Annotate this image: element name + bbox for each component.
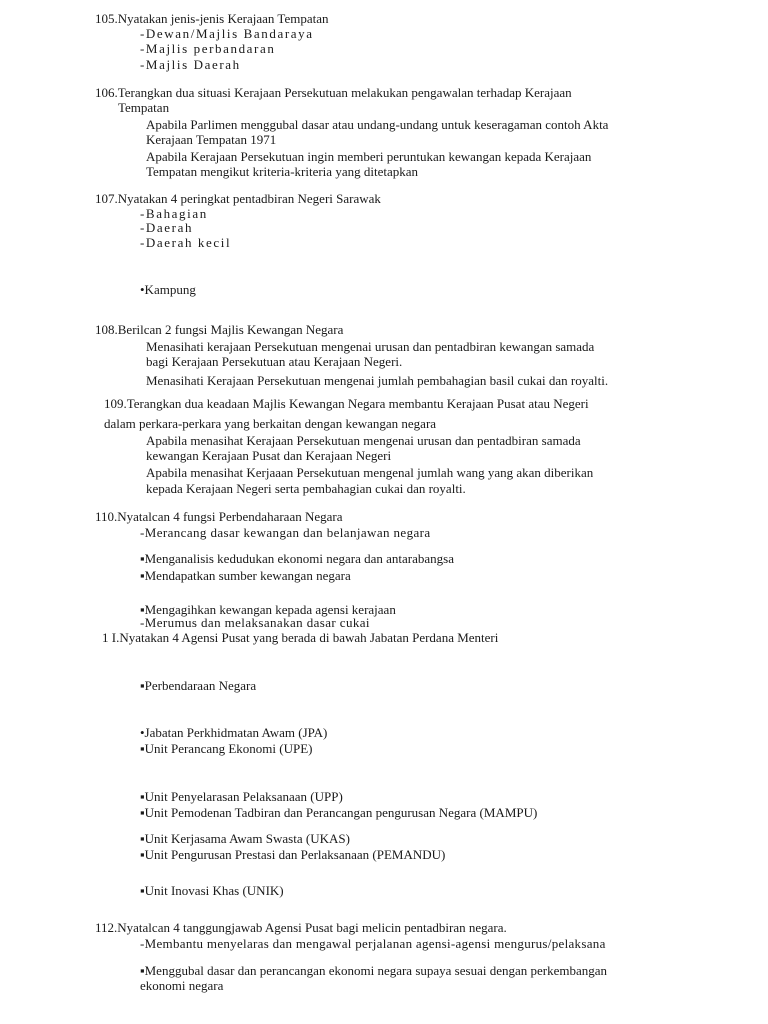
q108-title: 108.Berilcan 2 fungsi Majlis Kewangan Negara: [95, 322, 344, 337]
q106-answer: Kerajaan Tempatan 1971: [146, 132, 277, 147]
q105-item: -Majlis perbandaran: [140, 41, 276, 56]
q110-item: -Merancang dasar kewangan dan belanjawan negara: [140, 525, 431, 540]
q111-item: ▪Unit Penyelarasan Pelaksanaan (UPP): [140, 789, 343, 804]
q107-item: -Bahagian: [140, 206, 208, 221]
q106-answer: Apabila Kerajaan Persekutuan ingin memberi peruntukan kewangan kepada Kerajaan: [146, 149, 592, 164]
q110-title: 110.Nyatalcan 4 fungsi Perbendaharaan Negara: [95, 509, 343, 524]
q107-title: 107.Nyatakan 4 peringkat pentadbiran Negeri Sarawak: [95, 191, 381, 206]
q108-answer: Menasihati Kerajaan Persekutuan mengenai jumlah pembahagian basil cukai dan royalti.: [146, 373, 609, 388]
q108-answer: bagi Kerajaan Persekutuan atau Kerajaan Negeri.: [146, 354, 403, 369]
q111-item: ▪Unit Inovasi Khas (UNIK): [140, 883, 284, 898]
q109-answer: kewangan Kerajaan Pusat dan Kerajaan Negeri: [146, 448, 392, 463]
q106-title-cont: Tempatan: [118, 100, 170, 115]
q110-item: ▪Mendapatkan sumber kewangan negara: [140, 568, 351, 583]
q111-item: ▪Unit Kerjasama Awam Swasta (UKAS): [140, 831, 350, 846]
q111-item: ▪Unit Pemodenan Tadbiran dan Perancangan pengurusan Negara (MAMPU): [140, 805, 538, 820]
q106-answer: Apabila Parlimen menggubal dasar atau undang-undang untuk keseragaman contoh Akta: [146, 117, 609, 132]
q112-item: -Membantu menyelaras dan mengawal perjalanan agensi-agensi mengurus/pelaksana: [140, 936, 606, 951]
q111-title: 1 I.Nyatakan 4 Agensi Pusat yang berada di bawah Jabatan Perdana Menteri: [102, 630, 499, 645]
q105-item: -Dewan/Majlis Bandaraya: [140, 26, 314, 41]
q106-answer: Tempatan mengikut kriteria-kriteria yang ditetapkan: [146, 164, 418, 179]
q105-title: 105.Nyatakan jenis-jenis Kerajaan Tempatan: [95, 11, 329, 26]
q111-item: ▪Unit Perancang Ekonomi (UPE): [140, 741, 313, 756]
q110-item: ▪Mengagihkan kewangan kepada agensi kerajaan: [140, 602, 396, 617]
q107-item: -Daerah kecil: [140, 235, 232, 250]
q112-item: ▪Menggubal dasar dan perancangan ekonomi negara supaya sesuai dengan perkembangan: [140, 963, 608, 978]
q112-item: ekonomi negara: [140, 978, 224, 993]
q109-answer: kepada Kerajaan Negeri serta pembahagian cukai dan royalti.: [146, 481, 466, 496]
q111-item: ▪Perbendaraan Negara: [140, 678, 257, 693]
q107-item: -Daerah: [140, 220, 194, 235]
q111-item: ▪Unit Pengurusan Prestasi dan Perlaksanaan (PEMANDU): [140, 847, 446, 862]
q109-title-cont: dalam perkara-perkara yang berkaitan dengan kewangan negara: [104, 416, 437, 431]
q105-item: -Majlis Daerah: [140, 57, 241, 72]
q109-title: 109.Terangkan dua keadaan Majlis Kewangan Negara membantu Kerajaan Pusat atau Negeri: [104, 396, 589, 411]
q112-title: 112.Nyatalcan 4 tanggungjawab Agensi Pusat bagi melicin pentadbiran negara.: [95, 920, 507, 935]
q110-item: ▪Menganalisis kedudukan ekonomi negara dan antarabangsa: [140, 551, 454, 566]
q109-answer: Apabila menasihat Kerjaaan Persekutuan mengenal jumlah wang yang akan diberikan: [146, 465, 594, 480]
q106-title: 106.Terangkan dua situasi Kerajaan Persekutuan melakukan pengawalan terhadap Kerajaan: [95, 85, 572, 100]
q111-item: •Jabatan Perkhidmatan Awam (JPA): [140, 725, 328, 740]
q109-answer: Apabila menasihat Kerajaan Persekutuan mengenai urusan dan pentadbiran samada: [146, 433, 581, 448]
q108-answer: Menasihati kerajaan Persekutuan mengenai urusan dan pentadbiran kewangan samada: [146, 339, 595, 354]
q110-item: -Merumus dan melaksanakan dasar cukai: [140, 615, 370, 630]
q107-bullet: •Kampung: [140, 282, 196, 297]
